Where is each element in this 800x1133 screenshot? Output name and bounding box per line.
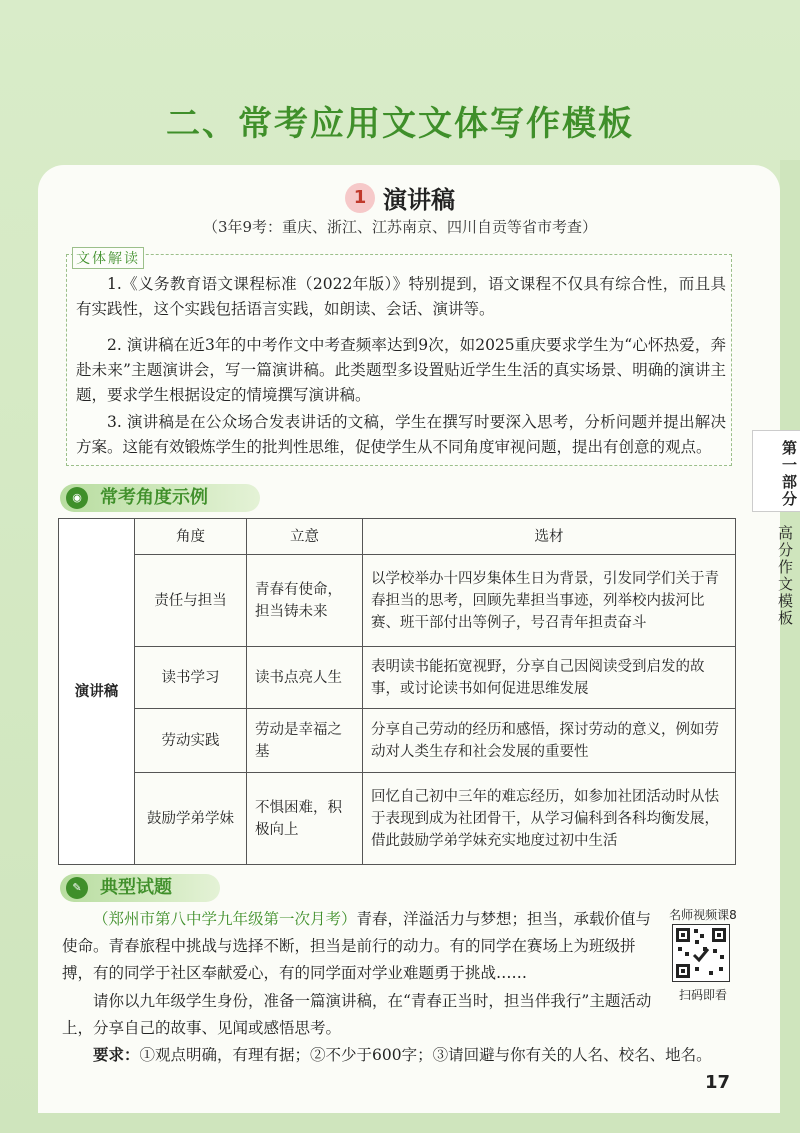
angles-heading: [60, 484, 260, 512]
pen-icon: ✎: [66, 877, 88, 899]
section-number: 1: [345, 183, 375, 213]
exam-requirements: [62, 1042, 722, 1069]
exam-heading: [60, 874, 220, 902]
angles-table: [58, 518, 736, 865]
col-material: 选材: [363, 519, 736, 555]
table-header-row: [59, 519, 736, 555]
row-material: 分享自己劳动的经历和感悟，探讨劳动的意义，例如劳动对人类生存和社会发展的重要性: [363, 709, 736, 773]
row-material: 回忆自己初中三年的难忘经历，如参加社团活动时从怯于表现到成为社团骨干，从学习偏科到各科均衡发展，借此鼓励学弟学妹充实地度过初中生活: [363, 773, 736, 865]
row-material: 表明读书能拓宽视野，分享自己因阅读受到启发的故事，或讨论读书如何促进思维发展: [363, 647, 736, 709]
col-angle: 角度: [135, 519, 247, 555]
row-idea: 不惧困难，积极向上: [247, 773, 363, 865]
qr-caption: 名师视频课8: [669, 908, 737, 922]
part-tab[interactable]: 第一部分: [752, 430, 800, 512]
chat-icon: ◉: [66, 487, 88, 509]
row-angle: 责任与担当: [135, 555, 247, 647]
table-row: [59, 647, 736, 709]
section-heading: [0, 180, 800, 215]
part-subtitle: 高分作文模板: [776, 525, 794, 627]
requirements-text: ①观点明确，有理有据；②不少于600字；③请回避与你有关的人名、校名、地名。: [139, 1046, 712, 1064]
reading-tag: 文体解读: [72, 247, 144, 269]
row-angle: 读书学习: [135, 647, 247, 709]
row-idea: 青春有使命，担当铸未来: [247, 555, 363, 647]
table-category: 演讲稿: [59, 519, 135, 865]
table-row: [59, 773, 736, 865]
row-material: 以学校举办十四岁集体生日为背景，引发同学们关于青春担当的思考，回顾先辈担当事迹，列举校内拔河比赛、班干部付出等例子，号召青年担责奋斗: [363, 555, 736, 647]
exam-heading-label: 典型试题: [100, 877, 172, 898]
row-angle: 劳动实践: [135, 709, 247, 773]
angles-heading-label: 常考角度示例: [100, 487, 208, 508]
qr-code-icon[interactable]: [672, 924, 730, 982]
page-number: 17: [705, 1072, 731, 1093]
reading-paragraph-1: 1.《义务教育语文课程标准（2022年版）》特别提到，语文课程不仅具有综合性，而且具有实践性，这个实践包括语言实践，如朗读、会话、演讲等。: [76, 275, 726, 318]
exam-paragraph-2: 请你以九年级学生身份，准备一篇演讲稿，在“青春正当时，担当伴我行”主题活动上，分享自己的故事、见闻或感悟思考。: [62, 992, 652, 1037]
qr-scan-label: 扫码即看: [678, 988, 727, 1002]
exam-paragraph-1: [62, 906, 662, 987]
page-title: 二、常考应用文文体写作模板: [166, 104, 634, 144]
table-row: [59, 555, 736, 647]
right-margin-strip: [780, 160, 800, 1133]
row-idea: 读书点亮人生: [247, 647, 363, 709]
reading-paragraph-3: 3. 演讲稿是在公众场合发表讲话的文稿，学生在撰写时要深入思考，分析问题并提出解决方案。这能有效锻炼学生的批判性思维，促使学生从不同角度审视问题，提出有创意的观点。: [76, 413, 726, 456]
requirements-label: 要求：: [93, 1046, 140, 1064]
table-row: [59, 709, 736, 773]
exam-source: （郑州市第八中学九年级第一次月考）: [93, 910, 357, 928]
row-angle: 鼓励学弟学妹: [135, 773, 247, 865]
col-idea: 立意: [247, 519, 363, 555]
exam-text-1: 青春，洋溢活力与梦想；担当，承载价值与使命。青春旅程中挑战与选择不断，担当是前行的动力。有的同学在赛场上为班级拼搏，有的同学于社区奉献爱心，有的同学面对学业难题勇于挑战……: [62, 910, 652, 982]
reading-paragraph-2: 2. 演讲稿在近3年的中考作文中考查频率达到9次，如2025重庆要求学生为“心怀热爱，奔赴未来”主题演讲会，写一篇演讲稿。此类题型多设置贴近学生生活的真实场景、明确的演讲主题，要求学生根据设定的情境撰写演讲稿。: [76, 336, 726, 404]
section-title: 演讲稿: [383, 186, 455, 214]
row-idea: 劳动是幸福之基: [247, 709, 363, 773]
exam-frequency-note: （3年9考：重庆、浙江、江苏南京、四川自贡等省市考查）: [202, 218, 598, 236]
